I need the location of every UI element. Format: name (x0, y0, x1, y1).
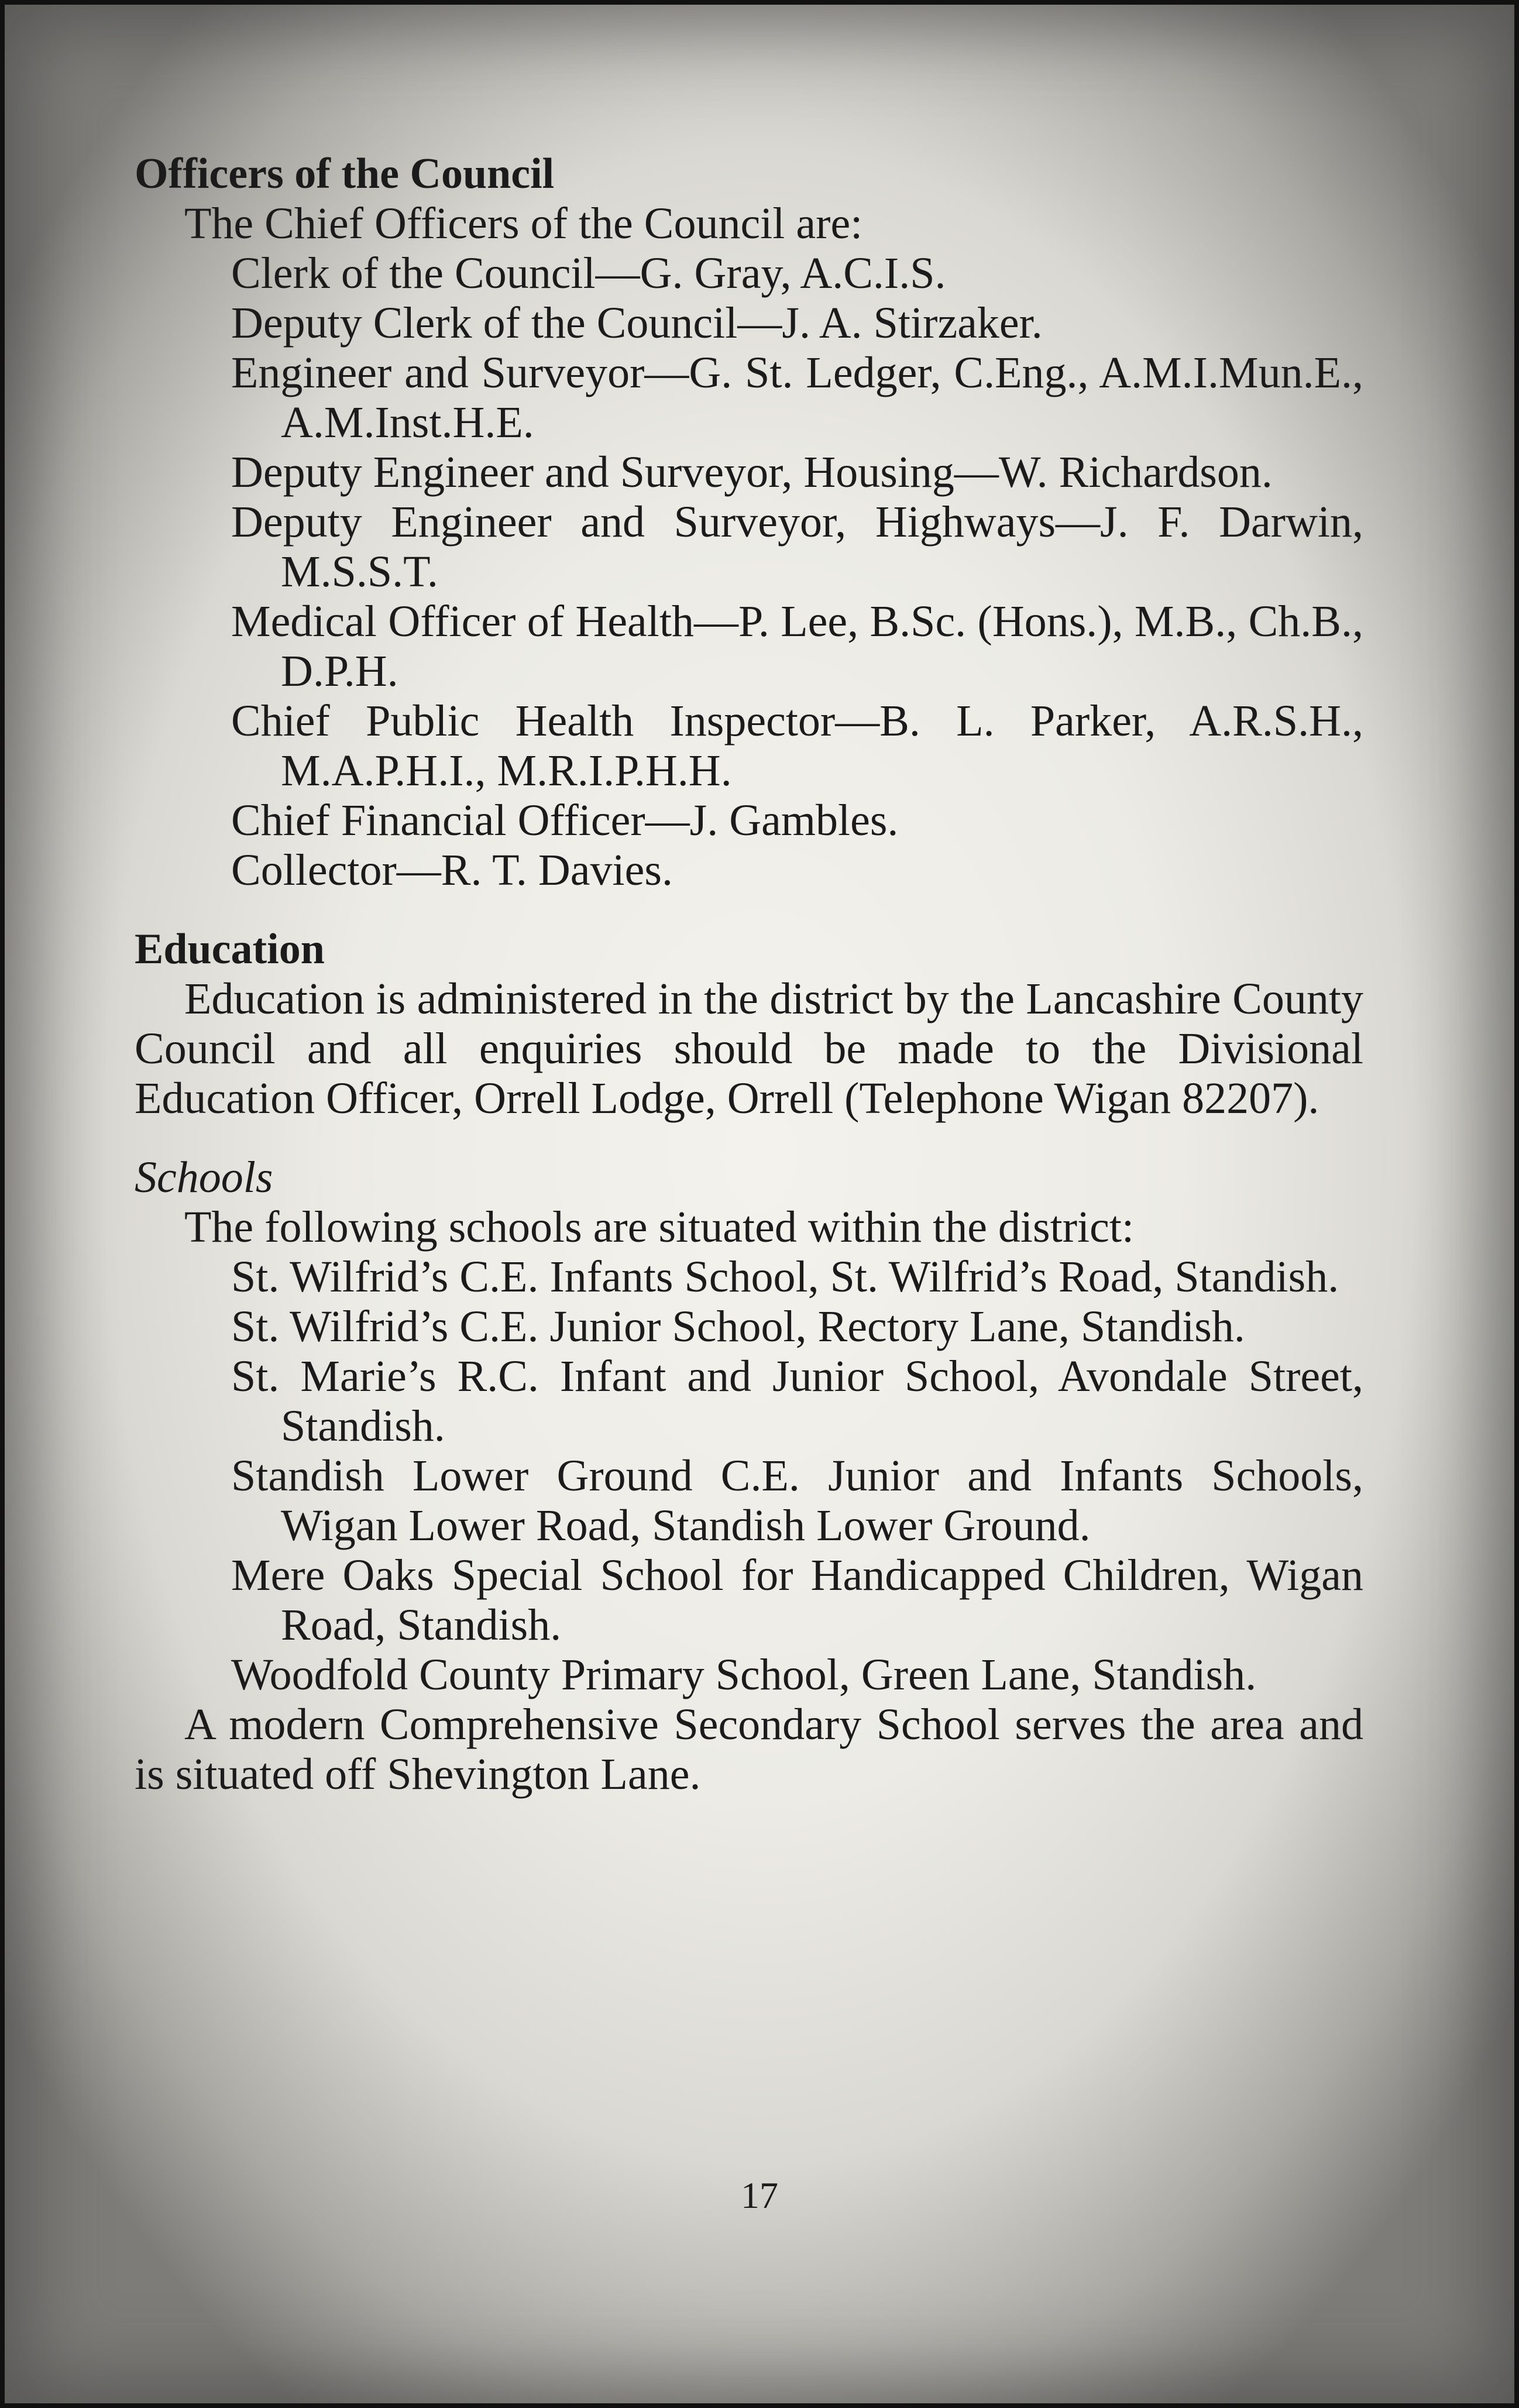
officers-intro: The Chief Officers of the Council are: (184, 199, 863, 248)
school-item: St. Wilfrid’s C.E. Junior School, Rectory Lane, Standish. (231, 1302, 1245, 1351)
school-item: Woodfold County Primary School, Green Lane, Standish. (231, 1650, 1257, 1699)
officer-item: Chief Public Health Inspector—B. L. Parker, A.R.S.H., M.A.P.H.I., M.R.I.P.H.H. (231, 696, 1363, 795)
officer-item: Medical Officer of Health—P. Lee, B.Sc. (Hons.), M.B., Ch.B., D.P.H. (231, 597, 1363, 696)
schools-heading: Schools (135, 1153, 273, 1202)
officer-item: Engineer and Surveyor—G. St. Ledger, C.Eng., A.M.I.Mun.E., A.M.Inst.H.E. (231, 348, 1363, 447)
school-item: St. Wilfrid’s C.E. Infants School, St. Wilfrid’s Road, Standish. (231, 1252, 1339, 1301)
school-item: Mere Oaks Special School for Handicapped Children, Wigan Road, Standish. (231, 1551, 1363, 1650)
officer-item: Deputy Engineer and Surveyor, Housing—W. Richardson. (231, 448, 1273, 497)
page-content (135, 149, 1363, 1799)
officer-item: Collector—R. T. Davies. (231, 846, 673, 895)
schools-list (135, 1252, 1363, 1700)
officers-list (135, 249, 1363, 895)
officers-heading: Officers of the Council (135, 150, 555, 198)
school-item: St. Marie’s R.C. Infant and Junior School, Avondale Street, Standish. (231, 1352, 1363, 1451)
officer-item: Deputy Clerk of the Council—J. A. Stirzaker. (231, 298, 1043, 348)
page-number: 17 (741, 2175, 778, 2216)
officer-item: Chief Financial Officer—J. Gambles. (231, 796, 899, 845)
officer-item: Deputy Engineer and Surveyor, Highways—J. F. Darwin, M.S.S.T. (231, 497, 1363, 596)
education-heading: Education (135, 925, 325, 973)
schools-closing: A modern Comprehensive Secondary School serves the area and is situated off Shevington Lane. (135, 1700, 1363, 1799)
education-paragraph: Education is administered in the district by the Lancashire County Council and all enquiries should be made to the Divisional Education Officer, Orrell Lodge, Orrell (Telephone Wigan 82207). (135, 974, 1363, 1123)
school-item: Standish Lower Ground C.E. Junior and Infants Schools, Wigan Lower Road, Standish Lower Ground. (231, 1451, 1363, 1550)
officer-item: Clerk of the Council—G. Gray, A.C.I.S. (231, 249, 946, 298)
schools-intro: The following schools are situated within the district: (184, 1203, 1135, 1252)
